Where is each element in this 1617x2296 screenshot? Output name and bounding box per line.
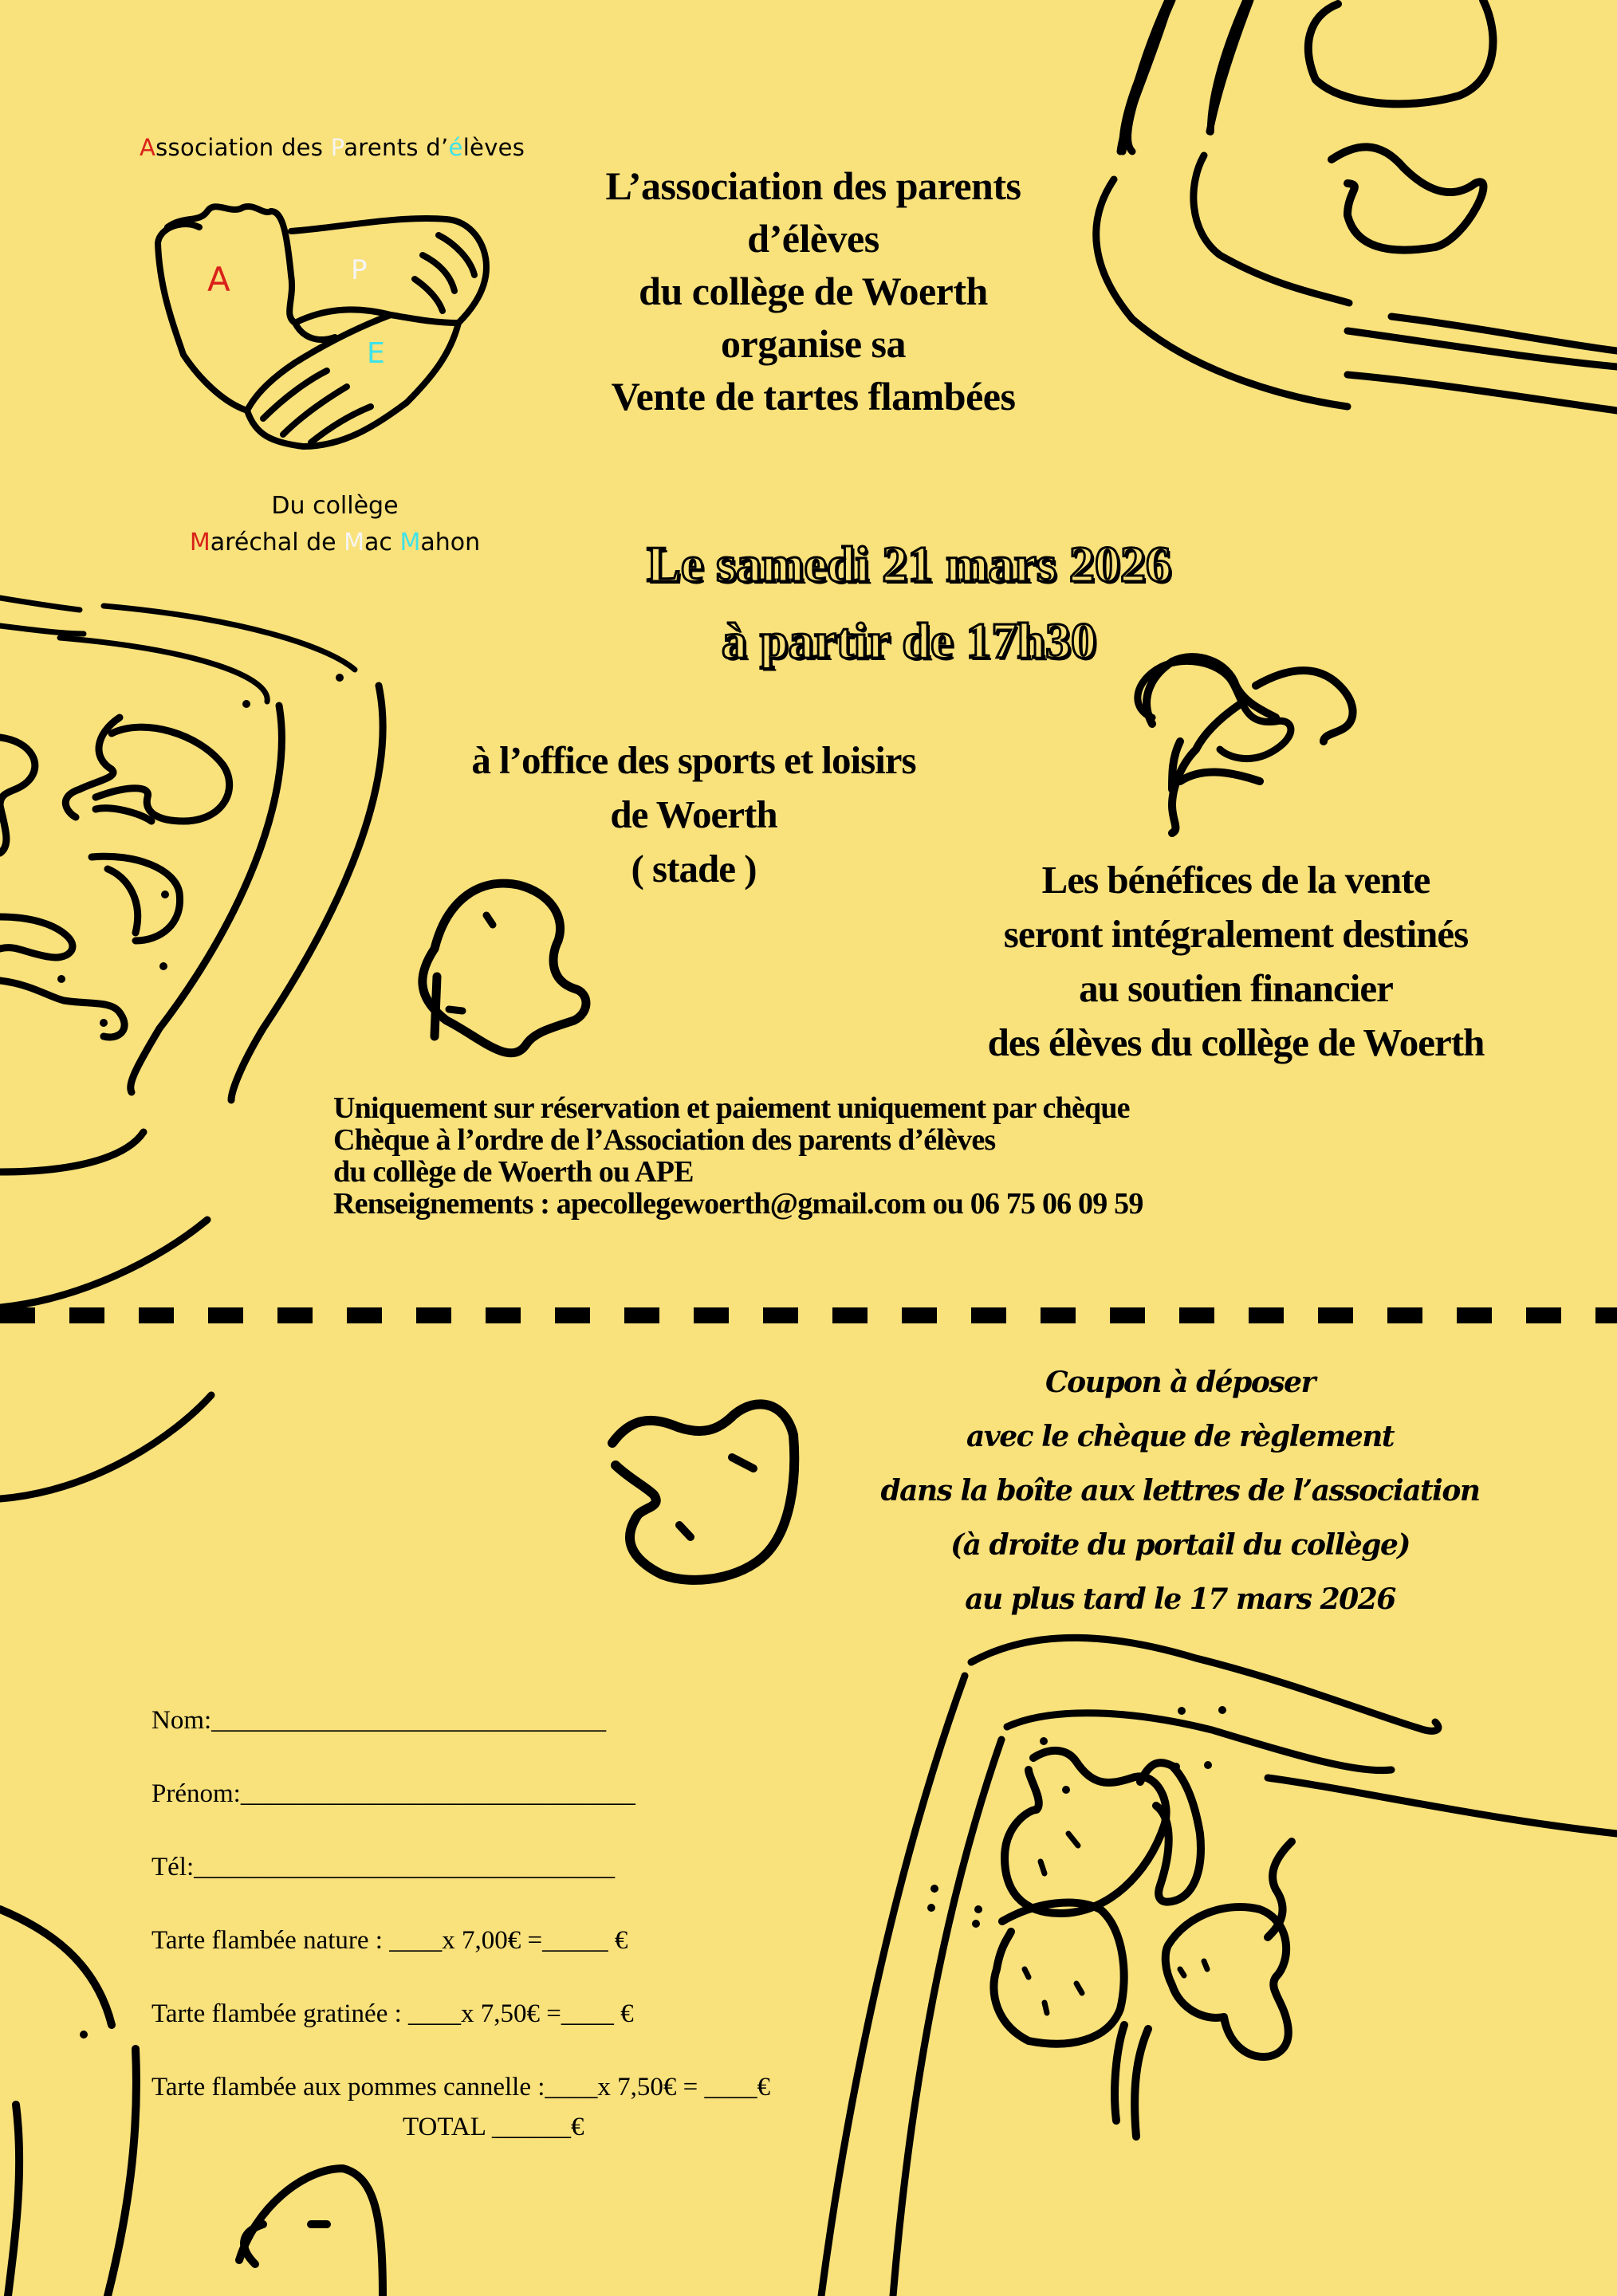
heading-line: d’élèves bbox=[747, 216, 879, 261]
heading-line: du collège de Woerth bbox=[639, 269, 988, 313]
event-time: à partir de 17h30 bbox=[722, 612, 1096, 669]
benefits-line: des élèves du collège de Woerth bbox=[987, 1020, 1485, 1064]
event-venue bbox=[399, 733, 989, 896]
item-amount-blank[interactable]: ____ bbox=[704, 2073, 757, 2101]
logo-hand-letter-e: E bbox=[367, 337, 385, 370]
venue-line: ( stade ) bbox=[631, 847, 757, 890]
event-date-time bbox=[558, 526, 1260, 679]
heading-line: Vente de tartes flambées bbox=[611, 374, 1016, 419]
coupon-line: au plus tard le 17 mars 2026 bbox=[965, 1582, 1395, 1616]
event-heading bbox=[550, 159, 1076, 423]
field-blank[interactable]: ______________________________ bbox=[240, 1779, 635, 1808]
benefits-line: Les bénéfices de la vente bbox=[1041, 858, 1430, 902]
field-label: Prénom: bbox=[151, 1779, 241, 1808]
logo-text: ahon bbox=[420, 529, 481, 556]
logo-letter-p: P bbox=[330, 134, 344, 161]
logo-letter-e: é bbox=[448, 134, 463, 161]
logo-hand-letter-a: A bbox=[207, 260, 230, 299]
benefits-line: au soutien financier bbox=[1079, 966, 1393, 1010]
cut-line-divider bbox=[0, 1307, 1617, 1323]
form-field-nom[interactable] bbox=[151, 1684, 869, 1757]
logo-hand-letter-p: P bbox=[351, 254, 368, 286]
info-reservation: Uniquement sur réservation et paiement uniquement par chèque bbox=[333, 1091, 1130, 1125]
field-blank[interactable]: ______________________________ bbox=[211, 1706, 607, 1735]
logo-school-name bbox=[159, 525, 510, 561]
logo-college-line: Du collège bbox=[271, 492, 399, 520]
logo-text: ac bbox=[364, 529, 400, 556]
heading-line: organise sa bbox=[721, 321, 906, 366]
logo-letter-m: M bbox=[344, 529, 365, 556]
info-cheque-order-cont: du collège de Woerth ou APE bbox=[333, 1155, 694, 1189]
event-date: Le samedi 21 mars 2026 bbox=[647, 536, 1171, 592]
order-item-gratinee bbox=[151, 1977, 869, 2050]
currency-symbol: € bbox=[757, 2073, 771, 2101]
form-field-tel[interactable] bbox=[151, 1830, 869, 1904]
coupon-line: Coupon à déposer bbox=[1045, 1366, 1315, 1399]
logo-subtitle bbox=[159, 488, 510, 561]
benefits-statement bbox=[925, 853, 1547, 1070]
payment-info bbox=[333, 1092, 1290, 1220]
logo-text: ssociation des bbox=[155, 134, 331, 161]
logo-letter-a: A bbox=[140, 134, 156, 161]
item-qty-blank[interactable]: ____ bbox=[545, 2073, 598, 2101]
item-amount-blank[interactable]: _____ bbox=[542, 1926, 608, 1955]
logo-title bbox=[140, 134, 538, 161]
hands-logo-icon bbox=[136, 171, 534, 458]
currency-symbol: € bbox=[608, 1926, 628, 1955]
item-label: Tarte flambée gratinée : bbox=[151, 1999, 409, 2028]
info-cheque-order: Chèque à l’ordre de l’Association des parents d’élèves bbox=[333, 1123, 996, 1157]
coupon-line: avec le chèque de règlement bbox=[966, 1420, 1395, 1453]
total-label: TOTAL bbox=[403, 2113, 492, 2141]
field-label: Nom: bbox=[151, 1706, 212, 1735]
logo-letter-m: M bbox=[399, 529, 421, 556]
order-item-nature bbox=[151, 1904, 869, 1977]
item-price: x 7,50€ = bbox=[597, 2073, 705, 2101]
item-amount-blank[interactable]: ____ bbox=[561, 1999, 614, 2028]
currency-symbol: € bbox=[570, 2113, 584, 2141]
form-field-prenom[interactable] bbox=[151, 1757, 869, 1830]
logo-letter-m: M bbox=[189, 529, 210, 556]
info-contact: Renseignements : apecollegewoerth@gmail.com ou 06 75 06 09 59 bbox=[333, 1187, 1143, 1221]
venue-line: à l’office des sports et loisirs bbox=[471, 738, 916, 782]
benefits-line: seront intégralement destinés bbox=[1003, 912, 1469, 956]
item-label: Tarte flambée nature : bbox=[151, 1926, 390, 1955]
item-qty-blank[interactable]: ____ bbox=[389, 1926, 443, 1955]
logo-text: lèves bbox=[462, 134, 525, 161]
field-label: Tél: bbox=[151, 1853, 195, 1881]
order-form bbox=[151, 1684, 869, 2151]
coupon-line: (à droite du portail du collège) bbox=[950, 1528, 1410, 1562]
total-blank[interactable]: ______ bbox=[491, 2113, 571, 2141]
item-price: x 7,50€ = bbox=[461, 1999, 561, 2028]
heading-line: L’association des parents bbox=[605, 163, 1021, 208]
logo-text: aréchal de bbox=[210, 529, 344, 556]
currency-symbol: € bbox=[613, 1999, 634, 2028]
logo-text: arents d’ bbox=[344, 134, 449, 161]
item-label: Tarte flambée aux pommes cannelle : bbox=[151, 2073, 545, 2101]
coupon-instructions bbox=[877, 1355, 1483, 1626]
item-qty-blank[interactable]: ____ bbox=[408, 1999, 462, 2028]
item-price: x 7,00€ = bbox=[442, 1926, 543, 1955]
field-blank[interactable]: ________________________________ bbox=[194, 1853, 616, 1881]
coupon-line: dans la boîte aux lettres de l’association bbox=[880, 1474, 1480, 1508]
venue-line: de Woerth bbox=[610, 792, 777, 836]
top-right-pizza-icon bbox=[1096, 0, 1617, 411]
